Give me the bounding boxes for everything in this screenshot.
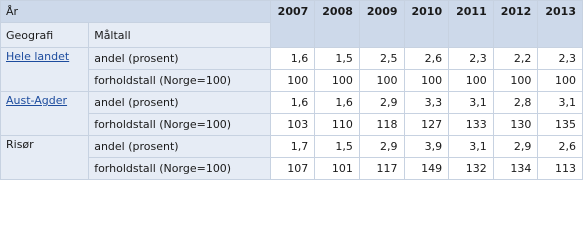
value-cell: 1,6 <box>270 92 315 114</box>
geography-cell <box>1 92 89 136</box>
value-cell: 3,3 <box>404 92 449 114</box>
year-column-header[interactable]: 2011 <box>449 1 494 48</box>
value-cell: 107 <box>270 158 315 180</box>
year-column-header[interactable]: 2012 <box>493 1 538 48</box>
value-cell: 103 <box>270 114 315 136</box>
value-cell: 2,3 <box>538 48 583 70</box>
value-cell: 113 <box>538 158 583 180</box>
value-cell: 101 <box>315 158 360 180</box>
value-cell: 3,1 <box>449 136 494 158</box>
table-row <box>1 114 583 136</box>
value-cell: 1,6 <box>270 48 315 70</box>
year-column-header[interactable]: 2008 <box>315 1 360 48</box>
value-cell: 127 <box>404 114 449 136</box>
value-cell: 2,9 <box>359 92 404 114</box>
value-cell: 100 <box>359 70 404 92</box>
measure-cell: andel (prosent) <box>89 136 270 158</box>
value-cell: 100 <box>493 70 538 92</box>
value-cell: 2,3 <box>449 48 494 70</box>
measure-cell: forholdstall (Norge=100) <box>89 70 270 92</box>
value-cell: 1,6 <box>315 92 360 114</box>
value-cell: 132 <box>449 158 494 180</box>
year-column-header[interactable]: 2010 <box>404 1 449 48</box>
value-cell: 2,5 <box>359 48 404 70</box>
geography-column-header: Geografi <box>1 23 89 48</box>
value-cell: 2,9 <box>493 136 538 158</box>
value-cell: 3,9 <box>404 136 449 158</box>
table-row <box>1 158 583 180</box>
value-cell: 100 <box>449 70 494 92</box>
table-row <box>1 136 583 158</box>
table-row <box>1 48 583 70</box>
value-cell: 2,9 <box>359 136 404 158</box>
geography-link-hele-landet[interactable]: Hele landet <box>6 50 70 63</box>
value-cell: 134 <box>493 158 538 180</box>
value-cell: 149 <box>404 158 449 180</box>
value-cell: 2,2 <box>493 48 538 70</box>
value-cell: 2,6 <box>538 136 583 158</box>
year-column-header[interactable]: 2013 <box>538 1 583 48</box>
geography-label-risor: Risør <box>6 138 34 151</box>
value-cell: 135 <box>538 114 583 136</box>
value-cell: 3,1 <box>538 92 583 114</box>
value-cell: 118 <box>359 114 404 136</box>
measure-cell: andel (prosent) <box>89 92 270 114</box>
measure-cell: forholdstall (Norge=100) <box>89 158 270 180</box>
value-cell: 130 <box>493 114 538 136</box>
value-cell: 1,5 <box>315 48 360 70</box>
value-cell: 100 <box>270 70 315 92</box>
measure-cell: forholdstall (Norge=100) <box>89 114 270 136</box>
value-cell: 1,5 <box>315 136 360 158</box>
geography-link-aust-agder[interactable]: Aust-Agder <box>6 94 68 107</box>
table-row <box>1 70 583 92</box>
value-cell: 110 <box>315 114 360 136</box>
table-row <box>1 92 583 114</box>
geography-cell <box>1 136 89 180</box>
year-header-row <box>1 1 583 23</box>
value-cell: 2,8 <box>493 92 538 114</box>
geography-cell <box>1 48 89 92</box>
measure-cell: andel (prosent) <box>89 48 270 70</box>
value-cell: 100 <box>538 70 583 92</box>
value-cell: 2,6 <box>404 48 449 70</box>
measure-column-header: Måltall <box>89 23 270 48</box>
value-cell: 117 <box>359 158 404 180</box>
value-cell: 133 <box>449 114 494 136</box>
value-cell: 100 <box>315 70 360 92</box>
value-cell: 3,1 <box>449 92 494 114</box>
value-cell: 100 <box>404 70 449 92</box>
year-header-label: År <box>1 1 271 23</box>
year-column-header[interactable]: 2009 <box>359 1 404 48</box>
value-cell: 1,7 <box>270 136 315 158</box>
year-column-header[interactable]: 2007 <box>270 1 315 48</box>
